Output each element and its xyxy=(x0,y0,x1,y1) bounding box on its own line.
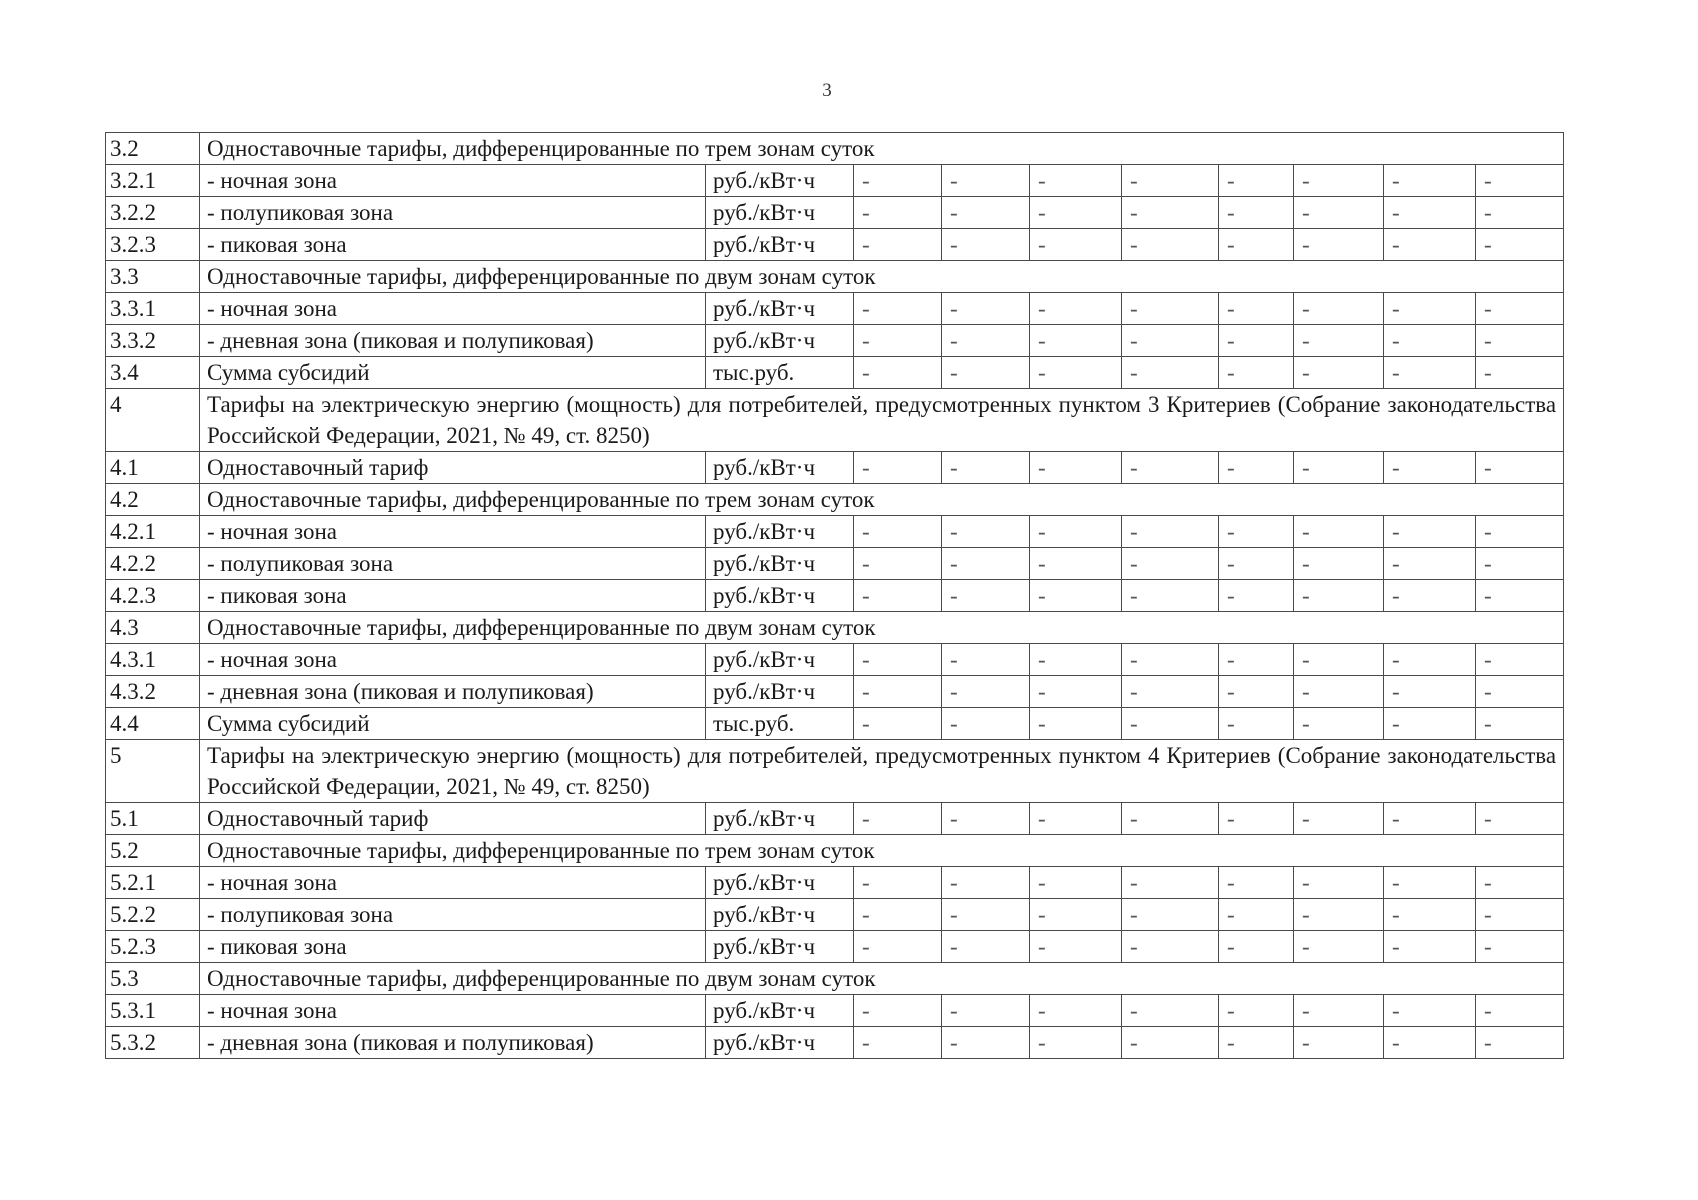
row-unit: руб./кВт·ч xyxy=(706,867,854,899)
value-cell: - xyxy=(1294,1027,1384,1059)
value-cell: - xyxy=(942,165,1030,197)
value-cell: - xyxy=(1122,325,1219,357)
value-cell: - xyxy=(1219,899,1294,931)
row-number: 4.4 xyxy=(106,708,200,740)
value-cell: - xyxy=(1384,995,1476,1027)
section-row xyxy=(106,389,1564,452)
value-cell: - xyxy=(854,931,942,963)
value-cell: - xyxy=(1219,995,1294,1027)
value-cell: - xyxy=(1122,293,1219,325)
value-cell: - xyxy=(1294,516,1384,548)
row-number: 5.2.3 xyxy=(106,931,200,963)
value-cell: - xyxy=(942,1027,1030,1059)
row-number: 4 xyxy=(106,389,200,452)
row-number: 5.2 xyxy=(106,835,200,867)
row-number: 4.2.2 xyxy=(106,548,200,580)
section-title: Одноставочные тарифы, дифференцированные по двум зонам суток xyxy=(200,963,1564,995)
row-unit: руб./кВт·ч xyxy=(706,803,854,835)
value-cell: - xyxy=(1030,452,1122,484)
value-cell: - xyxy=(1030,197,1122,229)
section-title: Одноставочные тарифы, дифференцированные по трем зонам суток xyxy=(200,835,1564,867)
section-title: Одноставочные тарифы, дифференцированные по трем зонам суток xyxy=(200,133,1564,165)
value-cell: - xyxy=(1384,197,1476,229)
section-title: Одноставочные тарифы, дифференцированные по двум зонам суток xyxy=(200,612,1564,644)
table-row xyxy=(106,229,1564,261)
row-name: - полупиковая зона xyxy=(200,548,706,580)
value-cell: - xyxy=(1219,1027,1294,1059)
section-row xyxy=(106,835,1564,867)
row-name: - дневная зона (пиковая и полупиковая) xyxy=(200,676,706,708)
section-title: Тарифы на электрическую энергию (мощность) для потребителей, предусмотренных пунктом 4 Критериев (Собрание законодательства Российской Федерации, 2021, № 49, ст. 8250) xyxy=(200,740,1564,803)
table-row xyxy=(106,708,1564,740)
value-cell: - xyxy=(1219,325,1294,357)
row-number: 4.3.2 xyxy=(106,676,200,708)
value-cell: - xyxy=(1030,899,1122,931)
section-title: Одноставочные тарифы, дифференцированные по трем зонам суток xyxy=(200,484,1564,516)
value-cell: - xyxy=(854,293,942,325)
value-cell: - xyxy=(1294,325,1384,357)
section-row xyxy=(106,612,1564,644)
row-unit: руб./кВт·ч xyxy=(706,229,854,261)
value-cell: - xyxy=(1476,708,1564,740)
row-unit: тыс.руб. xyxy=(706,708,854,740)
value-cell: - xyxy=(1384,899,1476,931)
value-cell: - xyxy=(1030,293,1122,325)
value-cell: - xyxy=(1219,452,1294,484)
value-cell: - xyxy=(1476,548,1564,580)
value-cell: - xyxy=(1122,995,1219,1027)
value-cell: - xyxy=(1219,580,1294,612)
table-row xyxy=(106,325,1564,357)
value-cell: - xyxy=(942,357,1030,389)
value-cell: - xyxy=(1122,229,1219,261)
row-name: - ночная зона xyxy=(200,516,706,548)
value-cell: - xyxy=(942,548,1030,580)
value-cell: - xyxy=(854,803,942,835)
value-cell: - xyxy=(942,995,1030,1027)
table-row xyxy=(106,165,1564,197)
value-cell: - xyxy=(1476,867,1564,899)
row-number: 3.3.1 xyxy=(106,293,200,325)
value-cell: - xyxy=(1476,676,1564,708)
value-cell: - xyxy=(1030,516,1122,548)
value-cell: - xyxy=(1122,931,1219,963)
row-number: 3.2 xyxy=(106,133,200,165)
table-row xyxy=(106,293,1564,325)
value-cell: - xyxy=(1294,580,1384,612)
value-cell: - xyxy=(1384,803,1476,835)
row-unit: руб./кВт·ч xyxy=(706,516,854,548)
section-row xyxy=(106,133,1564,165)
value-cell: - xyxy=(1294,644,1384,676)
row-name: - пиковая зона xyxy=(200,580,706,612)
value-cell: - xyxy=(854,229,942,261)
value-cell: - xyxy=(1219,229,1294,261)
row-unit: руб./кВт·ч xyxy=(706,293,854,325)
value-cell: - xyxy=(854,516,942,548)
row-number: 5.2.2 xyxy=(106,899,200,931)
row-name: - ночная зона xyxy=(200,165,706,197)
row-name: Сумма субсидий xyxy=(200,708,706,740)
row-number: 5 xyxy=(106,740,200,803)
value-cell: - xyxy=(1476,995,1564,1027)
value-cell: - xyxy=(854,708,942,740)
value-cell: - xyxy=(1030,803,1122,835)
row-number: 4.2.1 xyxy=(106,516,200,548)
section-title: Тарифы на электрическую энергию (мощность) для потребителей, предусмотренных пунктом 3 Критериев (Собрание законодательства Российской Федерации, 2021, № 49, ст. 8250) xyxy=(200,389,1564,452)
value-cell: - xyxy=(942,580,1030,612)
value-cell: - xyxy=(854,357,942,389)
value-cell: - xyxy=(1030,229,1122,261)
value-cell: - xyxy=(1122,516,1219,548)
row-number: 5.2.1 xyxy=(106,867,200,899)
value-cell: - xyxy=(1122,676,1219,708)
value-cell: - xyxy=(854,325,942,357)
value-cell: - xyxy=(1294,165,1384,197)
value-cell: - xyxy=(1294,452,1384,484)
value-cell: - xyxy=(1219,165,1294,197)
row-unit: руб./кВт·ч xyxy=(706,1027,854,1059)
value-cell: - xyxy=(1030,676,1122,708)
value-cell: - xyxy=(942,229,1030,261)
value-cell: - xyxy=(1384,452,1476,484)
value-cell: - xyxy=(1476,357,1564,389)
value-cell: - xyxy=(1384,325,1476,357)
value-cell: - xyxy=(1219,803,1294,835)
row-unit: руб./кВт·ч xyxy=(706,197,854,229)
row-name: - полупиковая зона xyxy=(200,899,706,931)
value-cell: - xyxy=(942,803,1030,835)
row-unit: руб./кВт·ч xyxy=(706,548,854,580)
section-row xyxy=(106,261,1564,293)
value-cell: - xyxy=(1122,357,1219,389)
value-cell: - xyxy=(942,867,1030,899)
row-unit: руб./кВт·ч xyxy=(706,644,854,676)
value-cell: - xyxy=(1219,548,1294,580)
row-number: 4.1 xyxy=(106,452,200,484)
value-cell: - xyxy=(1294,899,1384,931)
value-cell: - xyxy=(1384,357,1476,389)
value-cell: - xyxy=(1384,516,1476,548)
row-name: - дневная зона (пиковая и полупиковая) xyxy=(200,1027,706,1059)
value-cell: - xyxy=(854,995,942,1027)
table-row xyxy=(106,676,1564,708)
row-number: 5.1 xyxy=(106,803,200,835)
value-cell: - xyxy=(1384,931,1476,963)
value-cell: - xyxy=(854,867,942,899)
value-cell: - xyxy=(854,165,942,197)
value-cell: - xyxy=(1294,995,1384,1027)
value-cell: - xyxy=(1384,1027,1476,1059)
value-cell: - xyxy=(1030,995,1122,1027)
row-number: 3.3 xyxy=(106,261,200,293)
value-cell: - xyxy=(1030,1027,1122,1059)
row-number: 5.3 xyxy=(106,963,200,995)
row-name: - пиковая зона xyxy=(200,931,706,963)
value-cell: - xyxy=(1219,676,1294,708)
value-cell: - xyxy=(942,931,1030,963)
value-cell: - xyxy=(1219,293,1294,325)
value-cell: - xyxy=(942,644,1030,676)
value-cell: - xyxy=(1384,580,1476,612)
row-number: 5.3.2 xyxy=(106,1027,200,1059)
value-cell: - xyxy=(1384,229,1476,261)
page-number: 3 xyxy=(822,80,832,101)
row-name: - ночная зона xyxy=(200,995,706,1027)
value-cell: - xyxy=(1122,548,1219,580)
section-title: Одноставочные тарифы, дифференцированные по двум зонам суток xyxy=(200,261,1564,293)
value-cell: - xyxy=(1476,931,1564,963)
table-row xyxy=(106,548,1564,580)
value-cell: - xyxy=(1384,708,1476,740)
row-name: Сумма субсидий xyxy=(200,357,706,389)
value-cell: - xyxy=(1219,708,1294,740)
value-cell: - xyxy=(1294,548,1384,580)
row-name: - пиковая зона xyxy=(200,229,706,261)
value-cell: - xyxy=(1384,165,1476,197)
row-unit: руб./кВт·ч xyxy=(706,452,854,484)
row-name: - ночная зона xyxy=(200,293,706,325)
value-cell: - xyxy=(1294,867,1384,899)
value-cell: - xyxy=(1219,867,1294,899)
value-cell: - xyxy=(854,644,942,676)
row-number: 4.3 xyxy=(106,612,200,644)
table-row xyxy=(106,452,1564,484)
value-cell: - xyxy=(1384,293,1476,325)
table-row xyxy=(106,995,1564,1027)
value-cell: - xyxy=(854,676,942,708)
value-cell: - xyxy=(1219,197,1294,229)
tariff-table xyxy=(105,132,1564,1059)
table-row xyxy=(106,899,1564,931)
value-cell: - xyxy=(1294,803,1384,835)
row-name: - дневная зона (пиковая и полупиковая) xyxy=(200,325,706,357)
value-cell: - xyxy=(1384,676,1476,708)
value-cell: - xyxy=(1384,548,1476,580)
value-cell: - xyxy=(1294,931,1384,963)
value-cell: - xyxy=(1476,580,1564,612)
row-name: - полупиковая зона xyxy=(200,197,706,229)
value-cell: - xyxy=(1476,452,1564,484)
value-cell: - xyxy=(854,452,942,484)
table-row xyxy=(106,516,1564,548)
value-cell: - xyxy=(942,899,1030,931)
value-cell: - xyxy=(1476,325,1564,357)
value-cell: - xyxy=(1476,293,1564,325)
value-cell: - xyxy=(1476,516,1564,548)
value-cell: - xyxy=(1122,580,1219,612)
value-cell: - xyxy=(1476,197,1564,229)
value-cell: - xyxy=(1030,548,1122,580)
row-number: 4.3.1 xyxy=(106,644,200,676)
value-cell: - xyxy=(1030,931,1122,963)
value-cell: - xyxy=(1476,165,1564,197)
table-row xyxy=(106,931,1564,963)
value-cell: - xyxy=(942,676,1030,708)
value-cell: - xyxy=(1122,1027,1219,1059)
table-row xyxy=(106,1027,1564,1059)
value-cell: - xyxy=(1476,644,1564,676)
value-cell: - xyxy=(1030,644,1122,676)
value-cell: - xyxy=(854,580,942,612)
value-cell: - xyxy=(854,197,942,229)
value-cell: - xyxy=(1122,803,1219,835)
value-cell: - xyxy=(1219,931,1294,963)
table-row xyxy=(106,197,1564,229)
table-row xyxy=(106,580,1564,612)
table-row xyxy=(106,644,1564,676)
row-name: Одноставочный тариф xyxy=(200,452,706,484)
value-cell: - xyxy=(942,197,1030,229)
value-cell: - xyxy=(1030,580,1122,612)
value-cell: - xyxy=(1122,165,1219,197)
section-row xyxy=(106,740,1564,803)
row-number: 3.2.1 xyxy=(106,165,200,197)
section-row xyxy=(106,484,1564,516)
value-cell: - xyxy=(1294,708,1384,740)
row-number: 4.2 xyxy=(106,484,200,516)
value-cell: - xyxy=(854,548,942,580)
value-cell: - xyxy=(942,325,1030,357)
value-cell: - xyxy=(942,293,1030,325)
value-cell: - xyxy=(1294,197,1384,229)
value-cell: - xyxy=(1476,803,1564,835)
value-cell: - xyxy=(1219,644,1294,676)
table-row xyxy=(106,803,1564,835)
section-row xyxy=(106,963,1564,995)
value-cell: - xyxy=(1122,899,1219,931)
value-cell: - xyxy=(1384,644,1476,676)
row-unit: руб./кВт·ч xyxy=(706,899,854,931)
table-row xyxy=(106,867,1564,899)
row-number: 3.2.3 xyxy=(106,229,200,261)
value-cell: - xyxy=(1476,229,1564,261)
value-cell: - xyxy=(1384,867,1476,899)
value-cell: - xyxy=(1219,516,1294,548)
value-cell: - xyxy=(1294,293,1384,325)
value-cell: - xyxy=(1122,452,1219,484)
row-unit: руб./кВт·ч xyxy=(706,931,854,963)
row-unit: руб./кВт·ч xyxy=(706,580,854,612)
row-name: - ночная зона xyxy=(200,644,706,676)
value-cell: - xyxy=(942,708,1030,740)
row-number: 4.2.3 xyxy=(106,580,200,612)
value-cell: - xyxy=(1476,1027,1564,1059)
value-cell: - xyxy=(1219,357,1294,389)
row-unit: руб./кВт·ч xyxy=(706,995,854,1027)
row-unit: руб./кВт·ч xyxy=(706,676,854,708)
value-cell: - xyxy=(1030,708,1122,740)
value-cell: - xyxy=(1294,676,1384,708)
value-cell: - xyxy=(1122,644,1219,676)
value-cell: - xyxy=(1122,708,1219,740)
value-cell: - xyxy=(1294,229,1384,261)
row-unit: руб./кВт·ч xyxy=(706,325,854,357)
row-name: - ночная зона xyxy=(200,867,706,899)
value-cell: - xyxy=(1030,867,1122,899)
row-number: 5.3.1 xyxy=(106,995,200,1027)
value-cell: - xyxy=(1122,197,1219,229)
row-number: 3.2.2 xyxy=(106,197,200,229)
table-row xyxy=(106,357,1564,389)
row-number: 3.4 xyxy=(106,357,200,389)
value-cell: - xyxy=(1030,325,1122,357)
value-cell: - xyxy=(1476,899,1564,931)
row-unit: тыс.руб. xyxy=(706,357,854,389)
value-cell: - xyxy=(942,516,1030,548)
value-cell: - xyxy=(1294,357,1384,389)
row-number: 3.3.2 xyxy=(106,325,200,357)
value-cell: - xyxy=(1122,867,1219,899)
value-cell: - xyxy=(1030,357,1122,389)
value-cell: - xyxy=(1030,165,1122,197)
value-cell: - xyxy=(854,899,942,931)
tariff-table-body xyxy=(106,133,1564,1059)
value-cell: - xyxy=(942,452,1030,484)
row-name: Одноставочный тариф xyxy=(200,803,706,835)
row-unit: руб./кВт·ч xyxy=(706,165,854,197)
value-cell: - xyxy=(854,1027,942,1059)
